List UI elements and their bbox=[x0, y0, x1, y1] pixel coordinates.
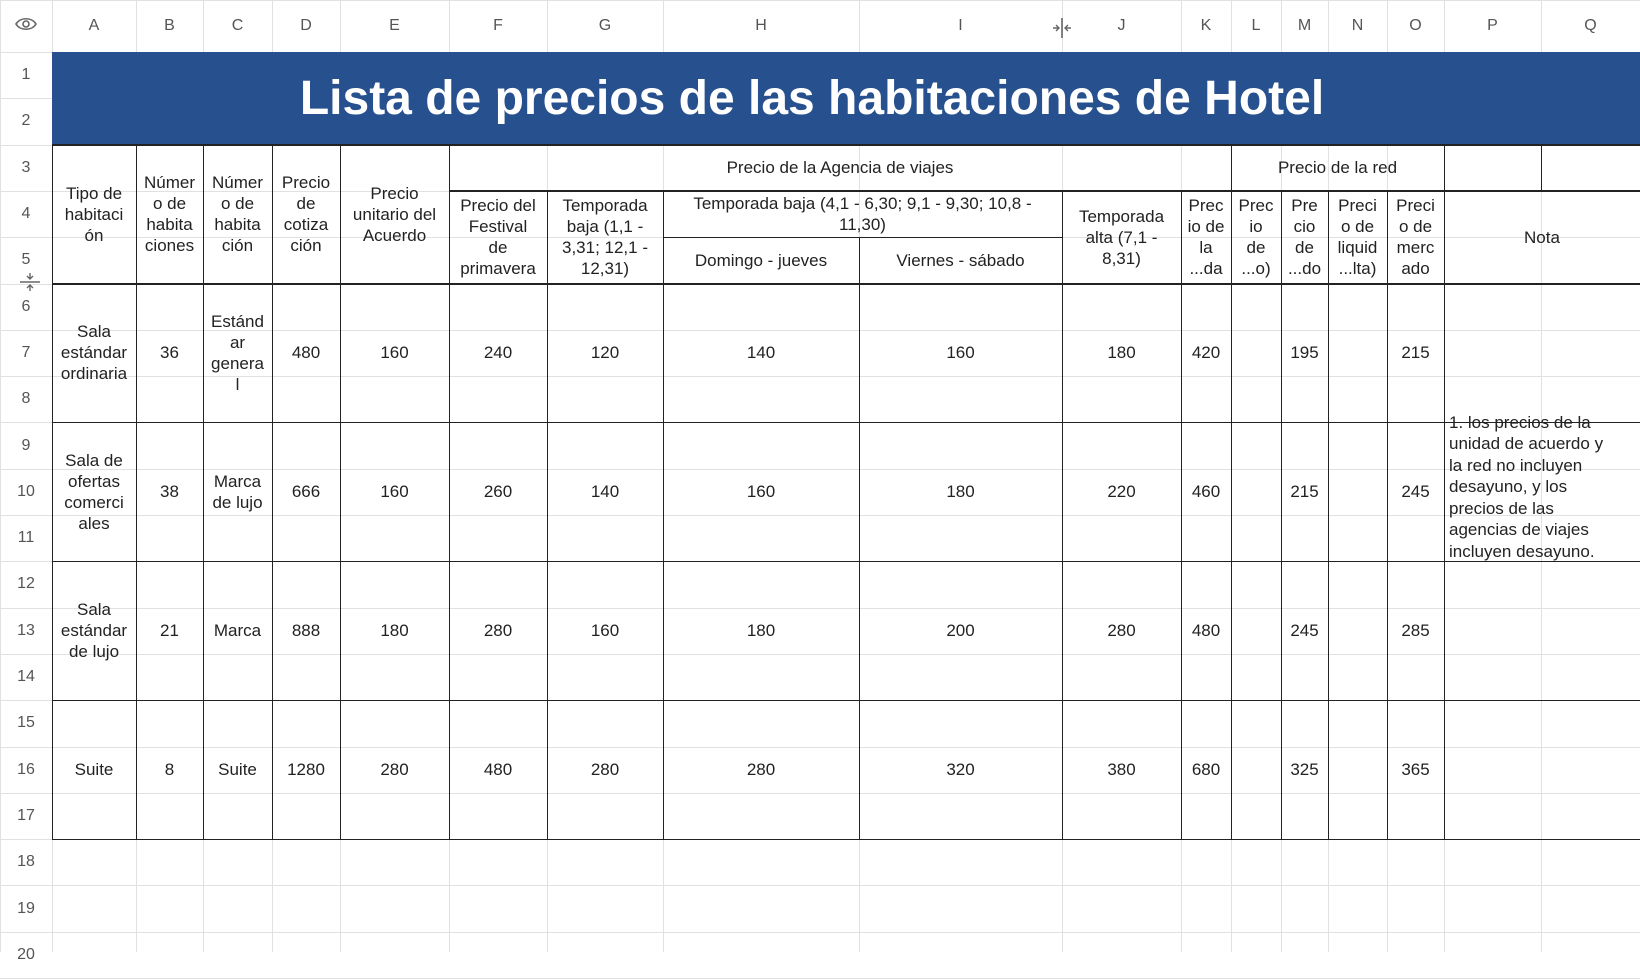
cell-n[interactable] bbox=[1328, 561, 1387, 700]
cell-text-line: estándar bbox=[60, 621, 128, 641]
header-viernes[interactable]: Viernes - sábado bbox=[896, 250, 1025, 270]
cell-o[interactable]: 365 bbox=[1401, 760, 1430, 780]
nota-text[interactable] bbox=[1449, 412, 1639, 572]
page-title: Lista de precios de las habitaciones de Hotel bbox=[299, 71, 1325, 125]
cell-o[interactable]: 215 bbox=[1401, 343, 1430, 363]
cell-festival[interactable]: 480 bbox=[483, 760, 513, 780]
cell-text-line: Temporada baja (4,1 - 6,30; 9,1 - 9,30; 10,8 - bbox=[693, 194, 1032, 214]
row-header[interactable]: 13 bbox=[17, 621, 35, 639]
cell-text-line: Temporada bbox=[562, 196, 648, 216]
cell-m[interactable]: 215 bbox=[1290, 482, 1319, 502]
cell-text-line: ción bbox=[221, 236, 254, 256]
header-temporada-baja-range[interactable] bbox=[663, 191, 1062, 237]
cell-text-line: o de bbox=[152, 194, 187, 214]
row-header[interactable]: 1 bbox=[21, 66, 31, 84]
column-header[interactable]: O bbox=[1409, 17, 1422, 34]
cell-numero[interactable]: 21 bbox=[160, 621, 179, 641]
nota-line: incluyen desayuno. bbox=[1449, 541, 1595, 561]
cell-text-line: cio bbox=[1293, 217, 1316, 237]
cell-tipo[interactable] bbox=[52, 700, 136, 839]
cell-text-line: primavera bbox=[460, 259, 536, 279]
group-header-red[interactable]: Precio de la red bbox=[1277, 158, 1398, 178]
cell-text-line: ón bbox=[84, 225, 104, 245]
header-codigo[interactable] bbox=[203, 145, 272, 284]
column-header[interactable]: D bbox=[300, 17, 312, 34]
cell-text-line: Tipo de bbox=[65, 183, 123, 203]
grid-line bbox=[0, 932, 1640, 933]
cell-l[interactable] bbox=[1231, 422, 1281, 561]
row-header[interactable]: 19 bbox=[17, 899, 35, 917]
cell-text-line: Sala de bbox=[65, 450, 123, 470]
row-header[interactable]: 8 bbox=[21, 390, 31, 408]
column-header[interactable]: H bbox=[755, 17, 767, 34]
cell-text-line: Estánd bbox=[211, 311, 264, 331]
row-header[interactable]: 6 bbox=[21, 297, 31, 315]
cell-text-line: la bbox=[1199, 238, 1213, 258]
cell-n[interactable] bbox=[1328, 700, 1387, 839]
nota-line: 1. los precios de la bbox=[1449, 412, 1591, 432]
cell-tipo[interactable] bbox=[52, 561, 136, 700]
cell-text-line: Sala bbox=[76, 600, 112, 620]
select-all-corner[interactable] bbox=[0, 0, 52, 52]
cell-festival[interactable]: 260 bbox=[483, 482, 513, 502]
cell-temporada_baja[interactable]: 140 bbox=[590, 482, 620, 502]
cell-viernes[interactable]: 160 bbox=[946, 343, 975, 363]
cell-o[interactable]: 285 bbox=[1401, 621, 1430, 641]
cell-l[interactable] bbox=[1231, 700, 1281, 839]
column-header[interactable]: Q bbox=[1584, 17, 1597, 34]
column-header[interactable]: M bbox=[1297, 17, 1312, 34]
header-temporada-baja[interactable] bbox=[547, 191, 663, 284]
cell-k[interactable]: 460 bbox=[1191, 482, 1221, 502]
cell-text-line: cotiza bbox=[283, 215, 329, 235]
group-header-agencia[interactable]: Precio de la Agencia de viajes bbox=[726, 158, 954, 178]
cell-text-line: Precio bbox=[281, 173, 331, 193]
grid-line bbox=[0, 0, 1, 952]
cell-text-line: Marca bbox=[213, 471, 262, 491]
header-col-l[interactable] bbox=[1231, 191, 1281, 284]
row-header[interactable]: 3 bbox=[21, 158, 31, 176]
cell-text-line: ...o) bbox=[1241, 259, 1271, 279]
cell-text-line: genera bbox=[211, 353, 264, 373]
cell-n[interactable] bbox=[1328, 422, 1387, 561]
column-header[interactable]: J bbox=[1117, 17, 1126, 34]
cell-text-line: de lujo bbox=[68, 642, 120, 662]
cell-cotizacion[interactable]: 888 bbox=[291, 621, 321, 641]
cell-text-line: unitario del bbox=[352, 204, 437, 224]
row-header[interactable]: 2 bbox=[21, 112, 31, 130]
cell-festival[interactable]: 280 bbox=[483, 621, 513, 641]
row-header[interactable]: 9 bbox=[21, 436, 31, 454]
cell-text-line: ción bbox=[290, 236, 322, 256]
cell-text-line: de bbox=[1246, 238, 1266, 258]
cell-text-line: ar bbox=[229, 332, 246, 352]
cell-temporada_alta[interactable]: 180 bbox=[1107, 343, 1136, 363]
row-header[interactable]: 16 bbox=[17, 760, 35, 778]
cell-text-line: Sala bbox=[76, 322, 112, 342]
cell-festival[interactable]: 240 bbox=[483, 343, 513, 363]
header-festival[interactable] bbox=[449, 191, 547, 284]
cell-text-line: Suite bbox=[218, 760, 257, 780]
cell-numero[interactable]: 8 bbox=[164, 760, 175, 780]
cell-domingo[interactable]: 160 bbox=[746, 482, 776, 502]
cell-tipo[interactable] bbox=[52, 284, 136, 423]
row-header[interactable]: 12 bbox=[17, 575, 35, 593]
cell-text-line: Temporada bbox=[1078, 206, 1165, 226]
cell-border bbox=[1541, 145, 1543, 191]
cell-l[interactable] bbox=[1231, 284, 1281, 423]
cell-text-line: de lujo bbox=[212, 492, 263, 512]
cell-domingo[interactable]: 180 bbox=[746, 621, 776, 641]
nota-line: unidad de acuerdo y bbox=[1449, 434, 1604, 453]
cell-temporada_alta[interactable]: 280 bbox=[1107, 621, 1136, 641]
column-header[interactable]: C bbox=[231, 17, 244, 34]
cell-numero[interactable]: 36 bbox=[160, 343, 179, 363]
cell-text-line: de bbox=[488, 238, 508, 258]
column-header[interactable]: K bbox=[1200, 17, 1212, 34]
cell-codigo[interactable] bbox=[203, 561, 272, 700]
cell-acuerdo[interactable]: 180 bbox=[380, 621, 409, 641]
cell-text-line: 11,30) bbox=[839, 215, 886, 235]
cell-text-line: Pre bbox=[1291, 196, 1318, 216]
cell-text-line: ...do bbox=[1287, 259, 1322, 279]
cell-cotizacion[interactable]: 480 bbox=[291, 343, 321, 363]
row-header[interactable]: 20 bbox=[17, 945, 35, 963]
cell-k[interactable]: 420 bbox=[1191, 343, 1221, 363]
header-acuerdo[interactable] bbox=[340, 145, 449, 284]
column-header[interactable]: F bbox=[493, 17, 503, 34]
column-header[interactable]: B bbox=[164, 17, 175, 34]
cell-numero[interactable]: 38 bbox=[160, 482, 179, 502]
cell-text-line: o de bbox=[1340, 217, 1375, 237]
cell-text-line: 3,31; 12,1 - bbox=[561, 238, 648, 258]
row-header[interactable]: 11 bbox=[17, 529, 35, 547]
header-temporada-alta[interactable] bbox=[1062, 191, 1181, 284]
cell-codigo[interactable] bbox=[203, 422, 272, 561]
cell-o[interactable]: 245 bbox=[1401, 482, 1430, 502]
cell-text-line: Suite bbox=[74, 760, 114, 780]
cell-temporada_baja[interactable]: 160 bbox=[590, 621, 620, 641]
cell-text-line: liquid bbox=[1337, 238, 1378, 258]
row-resize-icon[interactable] bbox=[18, 271, 42, 293]
cell-text-line: Prec bbox=[1188, 196, 1224, 216]
row-header[interactable]: 15 bbox=[17, 714, 35, 732]
header-col-o[interactable] bbox=[1387, 191, 1444, 284]
cell-m[interactable]: 195 bbox=[1290, 343, 1319, 363]
cell-cotizacion[interactable]: 1280 bbox=[287, 760, 325, 780]
row-header[interactable]: 10 bbox=[17, 482, 35, 500]
cell-domingo[interactable]: 280 bbox=[746, 760, 776, 780]
cell-text-line: Festival bbox=[468, 217, 528, 237]
cell-l[interactable] bbox=[1231, 561, 1281, 700]
header-numero[interactable] bbox=[136, 145, 203, 284]
cell-text-line: ciones bbox=[144, 236, 195, 256]
row-header[interactable]: 18 bbox=[17, 853, 35, 871]
column-header[interactable]: P bbox=[1487, 17, 1498, 34]
cell-text-line: Númer bbox=[211, 173, 263, 193]
cell-temporada_alta[interactable]: 220 bbox=[1107, 482, 1136, 502]
cell-text-line: baja (1,1 - bbox=[566, 217, 644, 237]
nota-line: precios de las bbox=[1449, 498, 1554, 518]
cell-text-line: Preci bbox=[1338, 196, 1377, 216]
cell-text-line: Precio del bbox=[460, 196, 536, 216]
cell-text-line: ado bbox=[1401, 259, 1430, 279]
cell-text-line: alta (7,1 - bbox=[1085, 227, 1158, 247]
eye-icon[interactable] bbox=[15, 17, 37, 36]
nota-line: la red no incluyen bbox=[1449, 455, 1583, 475]
column-header[interactable]: I bbox=[958, 17, 963, 34]
cell-text-line: de bbox=[296, 194, 316, 214]
cell-text-line: l bbox=[235, 374, 240, 394]
column-header[interactable]: A bbox=[88, 17, 100, 34]
column-header[interactable]: N bbox=[1351, 17, 1364, 34]
row-header[interactable]: 7 bbox=[21, 343, 31, 361]
cell-codigo[interactable] bbox=[203, 700, 272, 839]
cell-text-line: ...da bbox=[1189, 259, 1223, 279]
cell-text-line: ales bbox=[78, 513, 110, 533]
cell-text-line: merc bbox=[1396, 238, 1435, 258]
cell-codigo[interactable] bbox=[203, 284, 272, 423]
header-col-n[interactable] bbox=[1328, 191, 1387, 284]
cell-text-line: Acuerdo bbox=[362, 225, 427, 245]
cell-text-line: de bbox=[1295, 238, 1314, 258]
cell-k[interactable]: 680 bbox=[1191, 760, 1221, 780]
cell-text-line: Preci bbox=[1396, 196, 1435, 216]
cell-text-line: habitaci bbox=[64, 204, 124, 224]
cell-temporada_alta[interactable]: 380 bbox=[1107, 760, 1136, 780]
header-col-m[interactable] bbox=[1281, 191, 1328, 284]
cell-text-line: Prec bbox=[1238, 196, 1274, 216]
cell-viernes[interactable]: 200 bbox=[946, 621, 975, 641]
header-col-k[interactable] bbox=[1181, 191, 1231, 284]
cell-acuerdo[interactable]: 160 bbox=[380, 482, 409, 502]
cell-text-line: o de bbox=[1398, 217, 1433, 237]
column-resize-icon[interactable] bbox=[1050, 16, 1074, 40]
cell-text-line: ofertas bbox=[68, 471, 120, 491]
cell-cotizacion[interactable]: 666 bbox=[291, 482, 321, 502]
cell-text-line: Númer bbox=[143, 173, 195, 193]
cell-acuerdo[interactable]: 160 bbox=[380, 343, 409, 363]
cell-text-line: habita bbox=[214, 215, 261, 235]
cell-temporada_baja[interactable]: 120 bbox=[590, 343, 620, 363]
row-header[interactable]: 5 bbox=[21, 251, 31, 269]
cell-viernes[interactable]: 180 bbox=[946, 482, 975, 502]
header-tipo[interactable] bbox=[52, 145, 136, 284]
header-nota[interactable]: Nota bbox=[1524, 227, 1560, 247]
row-header[interactable]: 17 bbox=[17, 806, 35, 824]
column-header[interactable]: E bbox=[389, 17, 400, 34]
row-header[interactable]: 14 bbox=[17, 668, 35, 686]
cell-m[interactable]: 245 bbox=[1290, 621, 1319, 641]
nota-line: desayuno, y los bbox=[1449, 477, 1568, 496]
cell-text-line: Precio bbox=[370, 183, 419, 203]
cell-tipo[interactable] bbox=[52, 422, 136, 561]
column-header[interactable]: L bbox=[1251, 17, 1261, 34]
cell-acuerdo[interactable]: 280 bbox=[380, 760, 409, 780]
cell-text-line: estándar bbox=[60, 343, 128, 363]
cell-domingo[interactable]: 140 bbox=[746, 343, 776, 363]
column-header[interactable]: G bbox=[598, 17, 612, 34]
header-domingo[interactable]: Domingo - jueves bbox=[694, 250, 828, 270]
cell-text-line: io bbox=[1249, 217, 1263, 237]
header-cotizacion[interactable] bbox=[272, 145, 340, 284]
grid-line bbox=[0, 0, 1640, 1]
cell-n[interactable] bbox=[1328, 284, 1387, 423]
cell-text-line: ordinaria bbox=[60, 364, 128, 384]
cell-temporada_baja[interactable]: 280 bbox=[590, 760, 620, 780]
cell-text-line: io de bbox=[1187, 217, 1225, 237]
cell-text-line: o de bbox=[220, 194, 255, 214]
cell-m[interactable]: 325 bbox=[1290, 760, 1319, 780]
cell-text-line: 8,31) bbox=[1102, 248, 1141, 268]
nota-line: agencias de viajes bbox=[1449, 520, 1589, 539]
cell-text-line: 12,31) bbox=[580, 259, 630, 279]
cell-text-line: Marca bbox=[213, 621, 262, 641]
cell-k[interactable]: 480 bbox=[1191, 621, 1221, 641]
row-header[interactable]: 4 bbox=[21, 205, 31, 223]
cell-text-line: ...lta) bbox=[1338, 259, 1377, 279]
cell-viernes[interactable]: 320 bbox=[946, 760, 975, 780]
grid-line bbox=[0, 885, 1640, 886]
cell-text-line: comerci bbox=[64, 492, 124, 512]
cell-text-line: habita bbox=[146, 215, 193, 235]
